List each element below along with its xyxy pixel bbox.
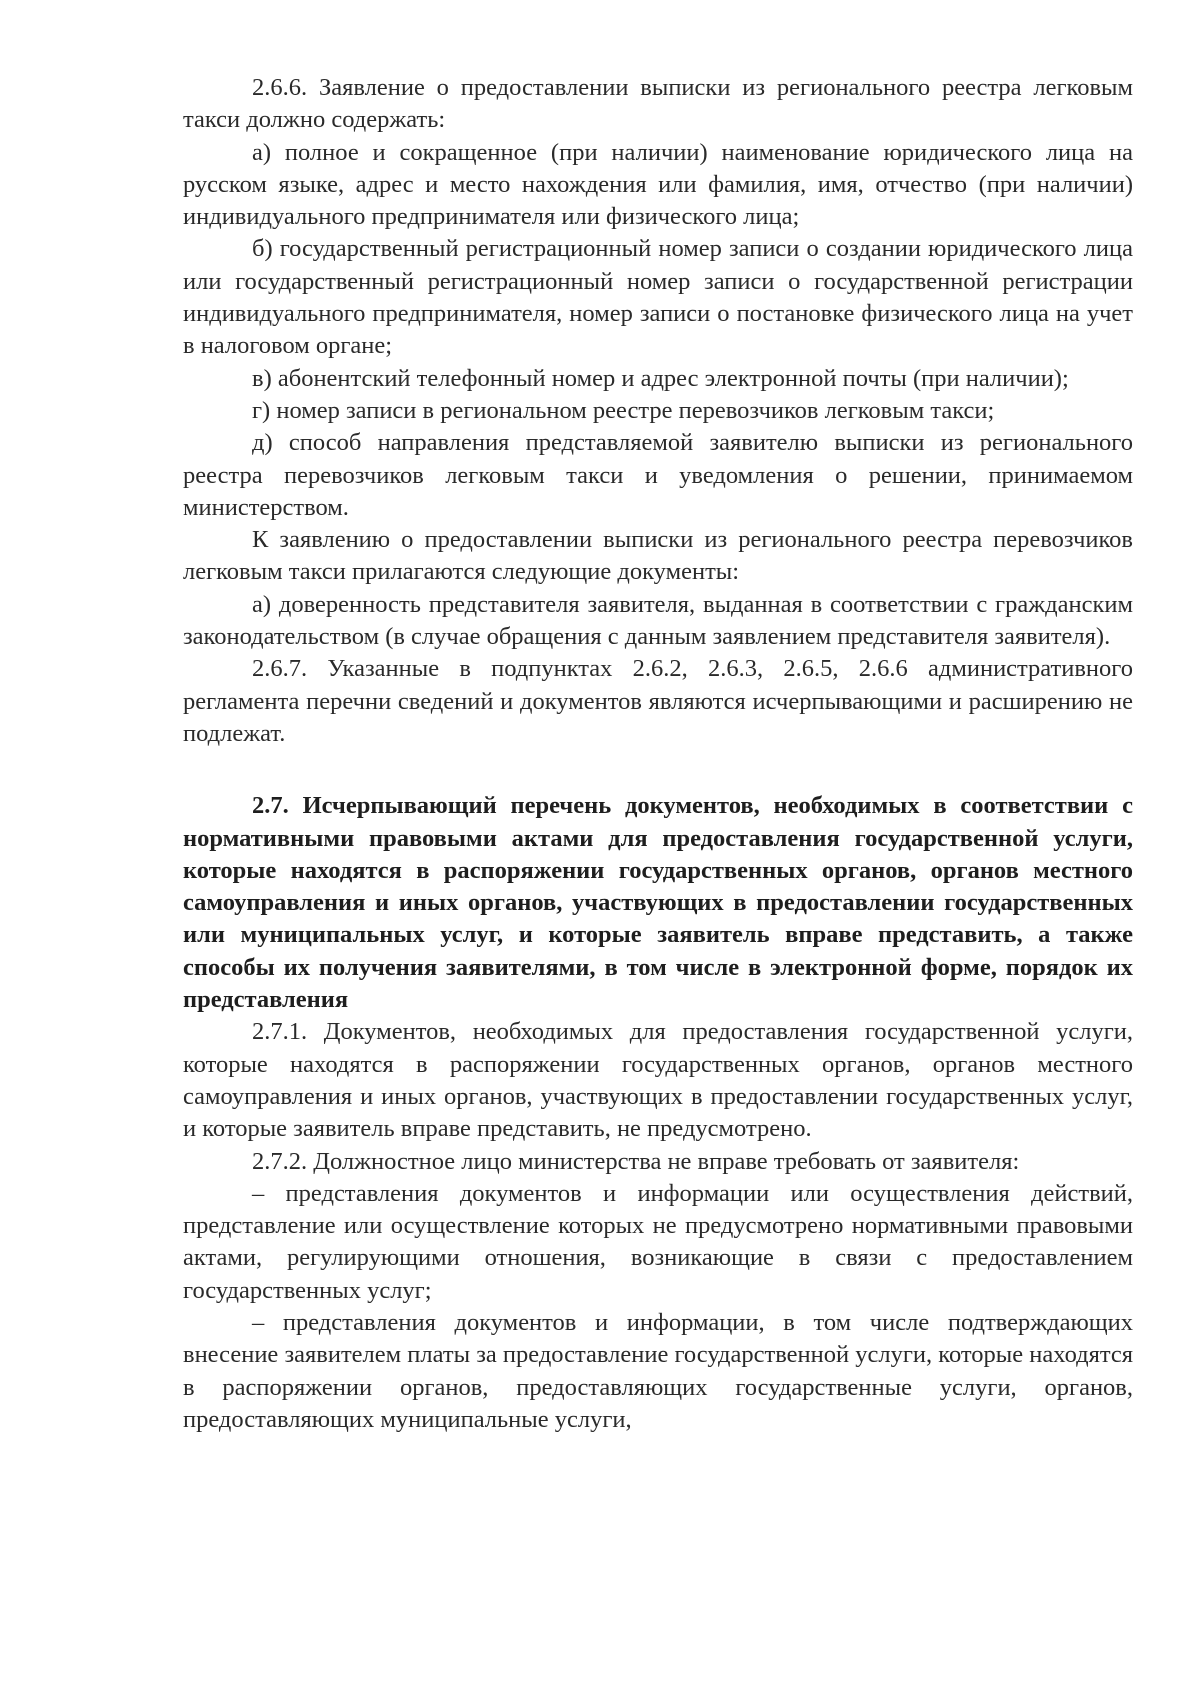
document-page — [183, 72, 1133, 1436]
paragraph-2-7-2: 2.7.2. Должностное лицо министерства не вправе требовать от заявителя: — [252, 1147, 1020, 1175]
list-item-a-power-of-attorney: а) доверенность представителя заявителя, выданная в соответствии с гражданским законодательством (в случае обращения с данным заявлением представителя заявителя). — [183, 590, 1133, 651]
paragraph-attachments: К заявлению о предоставлении выписки из регионального реестра перевозчиков легковым такси прилагаются следующие документы: — [183, 526, 1133, 586]
paragraph-2-7-1: 2.7.1. Документов, необходимых для предоставления государственной услуги, которые находятся в распоряжении государственных органов, органов местного самоуправления и иных органов, участвующих в предоставлении государственных услуг, и которые заявитель вправе представить, не предусмотрено. — [183, 1018, 1133, 1143]
list-item-d-delivery-method: д) способ направления представляемой заявителю выписки из регионального реестра перевозчиков легковым такси и уведомления о решении, принимаемом министерством. — [183, 429, 1133, 521]
section-spacer — [183, 750, 1133, 790]
list-item-a-name: а) полное и сокращенное (при наличии) наименование юридического лица на русском языке, адрес и место нахождения или фамилия, имя, отчество (при наличии) индивидуального предпринимателя или физического лица; — [183, 138, 1133, 231]
list-item-g-record-number: г) номер записи в региональном реестре перевозчиков легковым такси; — [252, 396, 995, 424]
paragraph-2-6-6: 2.6.6. Заявление о предоставлении выписки из регионального реестра легковым такси должно содержать: — [183, 74, 1133, 134]
section-heading-2-7: 2.7. Исчерпывающий перечень документов, необходимых в соответствии с нормативными правовыми актами для предоставления государственной услуги, которые находятся в распоряжении государственных органов, органов местного самоуправления и иных органов, участвующих в предоставлении государственных или муниципальных услуг, и которые заявитель вправе представить, а также способы их получения заявителями, в том числе в электронной форме, порядок их представления — [183, 792, 1133, 1014]
list-item-b-registration: б) государственный регистрационный номер записи о создании юридического лица или государственный регистрационный номер записи о государственной регистрации индивидуального предпринимателя, номер записи о постановке физического лица на учет в налоговом органе; — [183, 235, 1133, 360]
list-item-dash-1: – представления документов и информации или осуществления действий, представление или осуществление которых не предусмотрено нормативными правовыми актами, регулирующими отношения, возникающие в связи с предоставлением государственных услуг; — [183, 1179, 1133, 1304]
paragraph-2-6-7: 2.6.7. Указанные в подпунктах 2.6.2, 2.6.3, 2.6.5, 2.6.6 административного регламента перечни сведений и документов являются исчерпывающими и расширению не подлежат. — [183, 655, 1133, 747]
list-item-dash-2: – представления документов и информации, в том числе подтверждающих внесение заявителем платы за предоставление государственной услуги, которые находятся в распоряжении органов, предоставляющих государственные услуги, органов, предоставляющих муниципальные услуги, — [183, 1308, 1133, 1433]
list-item-v-contacts: в) абонентский телефонный номер и адрес электронной почты (при наличии); — [252, 364, 1069, 392]
